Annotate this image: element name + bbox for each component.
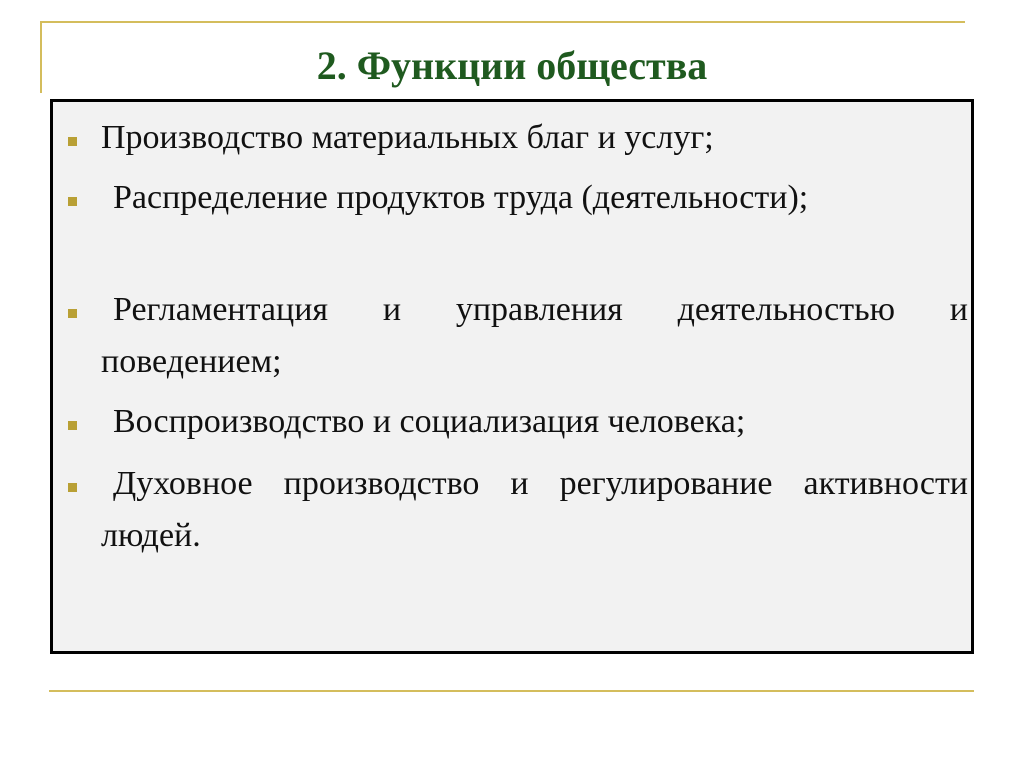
square-bullet-icon: [68, 309, 77, 318]
list-item-text: Воспроизводство и социализация человека;: [113, 403, 746, 440]
content-box: [50, 99, 974, 654]
square-bullet-icon: [68, 421, 77, 430]
square-bullet-icon: [68, 483, 77, 492]
top-divider: [40, 21, 965, 23]
square-bullet-icon: [68, 197, 77, 206]
bottom-divider: [49, 690, 974, 692]
list-item-text: Производство материальных благ и услуг;: [101, 119, 714, 156]
square-bullet-icon: [68, 137, 77, 146]
list-item-text: Духовное производство и регулирование активности людей.: [101, 465, 968, 554]
list-item-text: Распределение продуктов труда (деятельности);: [113, 179, 809, 216]
list-item-text: Регламентация и управления деятельностью и поведением;: [101, 291, 968, 380]
slide-title: 2. Функции общества: [316, 43, 708, 88]
